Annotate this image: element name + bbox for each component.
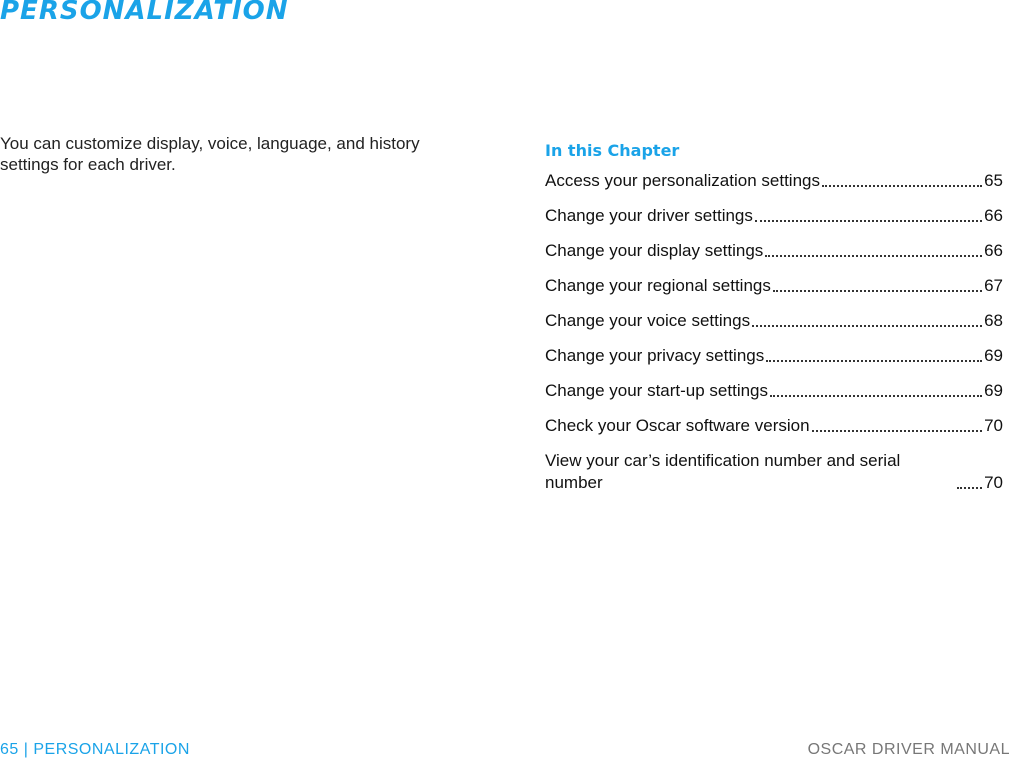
footer-page-section: 65 | PERSONALIZATION [0, 741, 190, 758]
toc-entry-label: Change your regional settings [545, 276, 771, 295]
toc-list [545, 170, 1003, 494]
toc-entry-label: Change your display settings [545, 241, 764, 260]
dot-leader [812, 430, 983, 432]
dot-leader [822, 185, 982, 187]
toc-entry-label: View your car’s identification number and serial number [545, 451, 901, 492]
page-title: PERSONALIZATION [0, 0, 289, 26]
toc-entry-page: 66 [984, 241, 1003, 260]
dot-leader [957, 487, 982, 489]
footer-manual-title: OSCAR DRIVER MANUAL [807, 741, 1010, 758]
toc-entry-page: 67 [984, 276, 1003, 295]
toc-entry-page: 70 [984, 473, 1003, 492]
dot-leader [765, 255, 982, 257]
toc-entry-label: Change your privacy settings [545, 346, 765, 365]
dot-leader [755, 220, 982, 222]
table-of-contents [545, 140, 1003, 507]
toc-entry-startup-settings[interactable] [545, 380, 1003, 402]
toc-entry-label: Change your voice settings [545, 311, 751, 330]
toc-entry-page: 65 [984, 171, 1003, 190]
toc-entry-label: Access your personalization settings [545, 171, 820, 190]
dot-leader [770, 395, 982, 397]
dot-leader [752, 325, 982, 327]
toc-entry-page: 69 [984, 346, 1003, 365]
toc-entry-label: Check your Oscar software version [545, 416, 810, 435]
toc-entry-display-settings[interactable] [545, 240, 1003, 262]
intro-paragraph: You can customize display, voice, language, and history settings for each driver. [0, 134, 420, 174]
toc-entry-access-personalization[interactable] [545, 170, 1003, 192]
toc-heading: In this Chapter [545, 141, 680, 160]
dot-leader [773, 290, 982, 292]
toc-entry-car-identification[interactable] [545, 450, 1003, 494]
toc-entry-page: 68 [984, 311, 1003, 330]
toc-entry-label: Change your driver settings [545, 206, 753, 225]
toc-entry-label: Change your start-up settings [545, 381, 769, 400]
toc-entry-privacy-settings[interactable] [545, 345, 1003, 367]
toc-entry-page: 70 [984, 416, 1003, 435]
dot-leader [766, 360, 982, 362]
toc-entry-regional-settings[interactable] [545, 275, 1003, 297]
toc-entry-page: 69 [984, 381, 1003, 400]
toc-entry-driver-settings[interactable] [545, 205, 1003, 227]
toc-entry-software-version[interactable] [545, 415, 1003, 437]
toc-entry-page: 66 [984, 206, 1003, 225]
toc-entry-voice-settings[interactable] [545, 310, 1003, 332]
